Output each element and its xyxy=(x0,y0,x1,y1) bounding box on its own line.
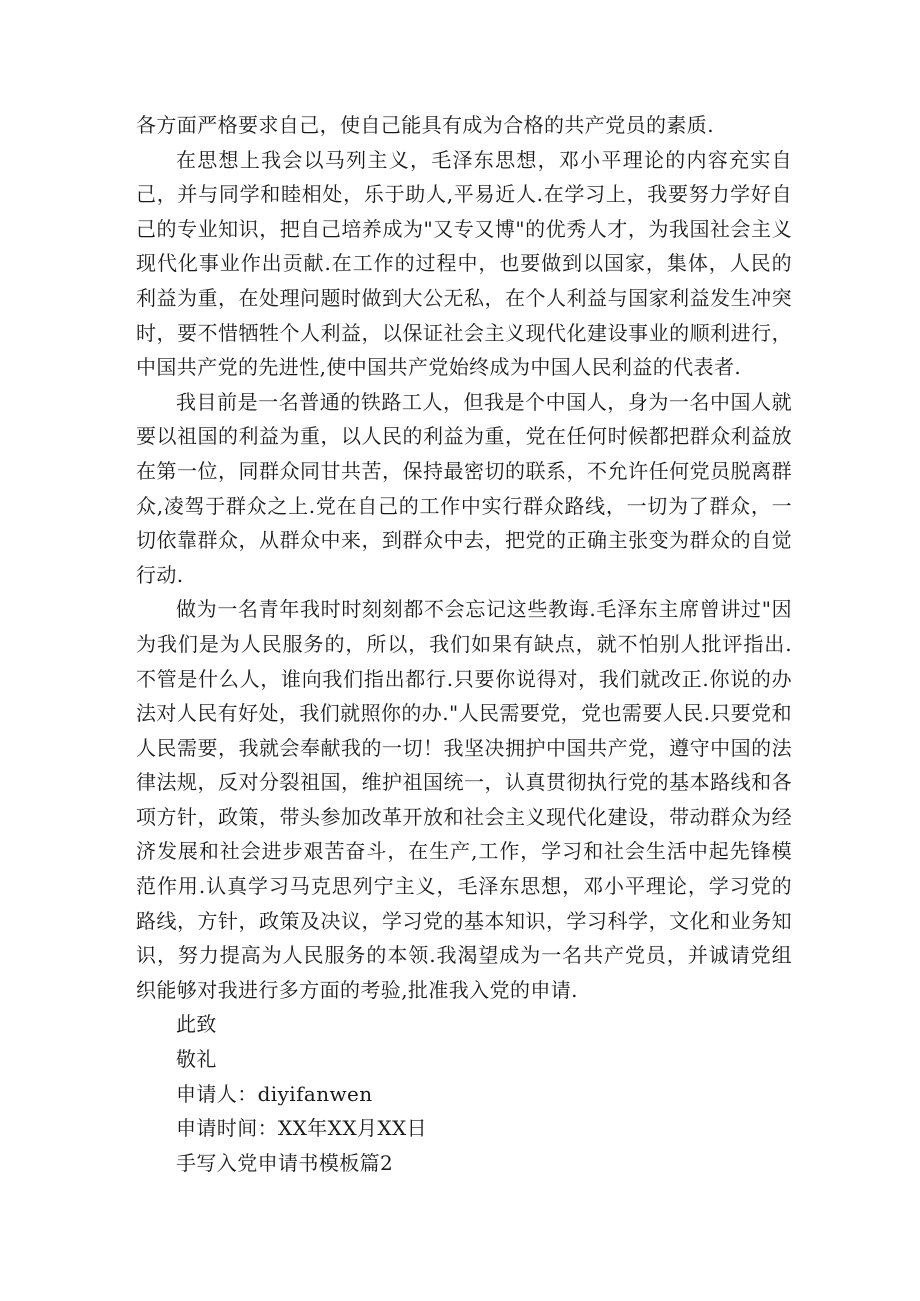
paragraph-worker: 我目前是一名普通的铁路工人，但我是个中国人，身为一名中国人就要以祖国的利益为重，以人民的利益为重，党在任何时候都把群众利益放在第一位，同群众同甘共苦，保持最密切的联系，不允许任何党员脱离群众,凌驾于群众之上.党在自己的工作中实行群众路线，一切为了群众，一切依靠群众，从群众中来，到群众中去，把党的正确主张变为群众的自觉行动. xyxy=(136,389,792,587)
paragraph-thought: 在思想上我会以马列主义，毛泽东思想，邓小平理论的内容充实自己，并与同学和睦相处，乐于助人,平易近人.在学习上，我要努力学好自己的专业知识，把自己培养成为"又专又博"的优秀人才，为我国社会主义现代化事业作出贡献.在工作的过程中，也要做到以国家，集体，人民的利益为重，在处理问题时做到大公无私，在个人利益与国家利益发生冲突时，要不惜牺牲个人利益，以保证社会主义现代化建设事业的顺利进行，中国共产党的先进性,使中国共产党始终成为中国人民利益的代表者. xyxy=(136,147,792,380)
paragraph-youth: 做为一名青年我时时刻刻都不会忘记这些教诲.毛泽东主席曾讲过"因为我们是为人民服务的，所以，我们如果有缺点，就不怕别人批评指出.不管是什么人，谁向我们指出都行.只要你说得对，我们就改正.你说的办法对人民有好处，我们就照你的办."人民需要党，党也需要人民.只要党和人民需要，我就会奉献我的一切！我坚决拥护中国共产党，遵守中国的法律法规，反对分裂祖国，维护祖国统一，认真贯彻执行党的基本路线和各项方针，政策，带头参加改革开放和社会主义现代化建设，带动群众为经济发展和社会进步艰苦奋斗，在生产,工作，学习和社会生活中起先锋模范作用.认真学习马克思列宁主义，毛泽东思想，邓小平理论，学习党的路线，方针，政策及决议，学习党的基本知识，学习科学，文化和业务知识，努力提高为人民服务的本领.我渴望成为一名共产党员，并诚请党组织能够对我进行多方面的考验,批准我入党的申请. xyxy=(136,597,792,1002)
applicant-line: 申请人：diyifanwen xyxy=(176,1081,373,1106)
salute-line: 敬礼 xyxy=(176,1047,217,1072)
next-section-title: 手写入党申请书模板篇2 xyxy=(176,1150,394,1175)
paragraph-continuation: 各方面严格要求自己，使自己能具有成为合格的共产党员的素质. xyxy=(136,113,714,137)
date-line: 申请时间：XX年XX月XX日 xyxy=(176,1116,428,1141)
document-body xyxy=(136,108,792,1180)
closing-line: 此致 xyxy=(176,1012,217,1037)
